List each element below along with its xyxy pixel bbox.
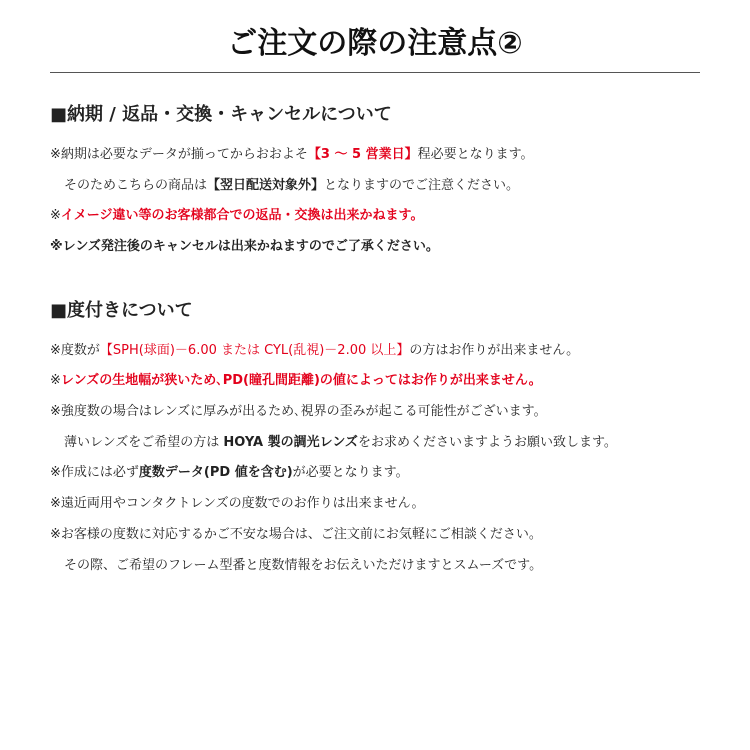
divider xyxy=(50,72,700,73)
highlight: HOYA 製の調光レンズ xyxy=(223,435,358,450)
note-frame-info: その際、ご希望のフレーム型番と度数情報をお伝えいただけますとスムーズです。 xyxy=(64,558,543,573)
text: そのためこちらの商品は xyxy=(64,178,208,193)
highlight: 【SPH(球面)－6.00 または CYL(乱視)－2.00 以上】 xyxy=(99,343,410,358)
text: ※納期は必要なデータが揃ってからおおよそ xyxy=(50,147,308,162)
section-heading-prescription: ■度付きについて xyxy=(50,300,193,321)
note-next-day xyxy=(64,174,519,193)
note-cancel: ※レンズ発注後のキャンセルは出来かねますのでご了承ください。 xyxy=(50,239,439,254)
text: となりますのでご注意ください。 xyxy=(324,178,520,193)
note-hoya xyxy=(64,431,617,450)
text: が必要となります。 xyxy=(292,465,409,480)
text: 薄いレンズをご希望の方は xyxy=(64,435,224,450)
note-delivery-time xyxy=(50,143,534,162)
note-data-required xyxy=(50,461,409,480)
note-bifocal: ※遠近両用やコンタクトレンズの度数でのお作りは出来ません。 xyxy=(50,496,425,511)
text: ※ xyxy=(50,208,61,223)
text: 程必要となります。 xyxy=(417,147,534,162)
highlight: 度数データ(PD 値を含む) xyxy=(138,465,293,480)
page-title: ご注文の際の注意点② xyxy=(227,26,523,61)
note-returns xyxy=(50,204,423,223)
highlight: イメージ違い等のお客様都合での返品・交換は出来かねます。 xyxy=(60,208,424,223)
text: ※作成には必ず xyxy=(50,465,139,480)
section-heading-delivery: ■納期 / 返品・交換・キャンセルについて xyxy=(50,104,392,125)
highlight: レンズの生地幅が狭いため､PD(瞳孔間距離)の値によってはお作りが出来ません。 xyxy=(60,373,542,388)
highlight: 【翌日配送対象外】 xyxy=(207,178,325,193)
text: の方はお作りが出来ません。 xyxy=(409,343,580,358)
text: ※度数が xyxy=(50,343,100,358)
note-power-limit xyxy=(50,339,579,358)
note-thickness: ※強度数の場合はレンズに厚みが出るため､視界の歪みが起こる可能性がございます。 xyxy=(50,404,547,419)
text: をお求めくださいますようお願い致します。 xyxy=(357,435,617,450)
text: ※ xyxy=(50,373,61,388)
note-consult: ※お客様の度数に対応するかご不安な場合は、ご注文前にお気軽にご相談ください。 xyxy=(50,527,542,542)
note-pd xyxy=(50,369,542,388)
highlight: 【3 ～ 5 営業日】 xyxy=(307,147,418,162)
